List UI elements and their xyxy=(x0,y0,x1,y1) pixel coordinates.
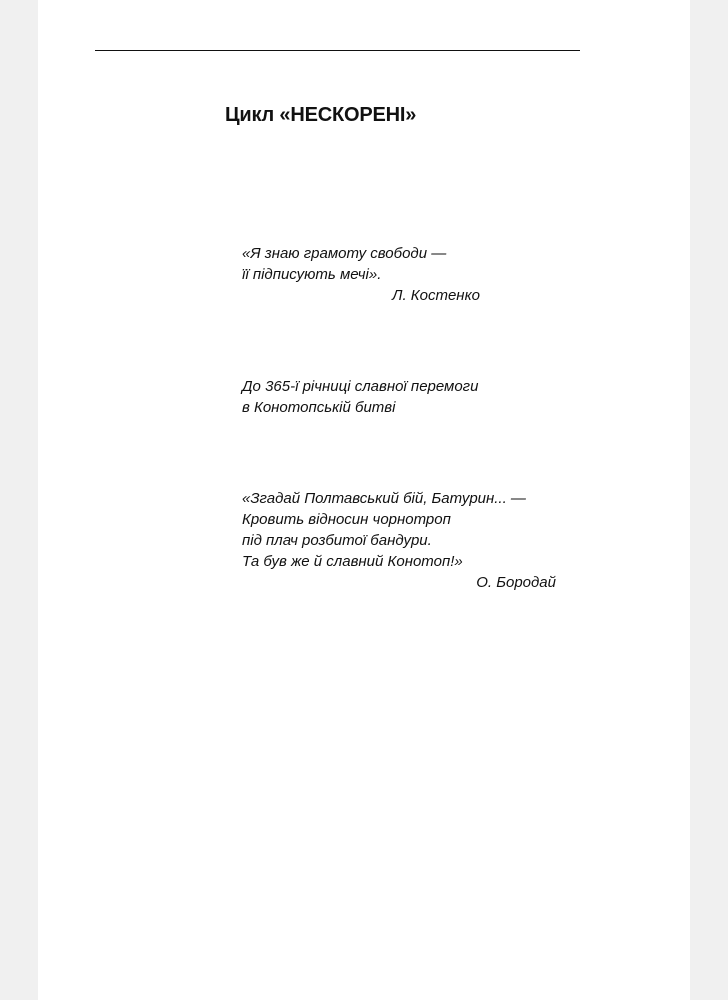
epigraph-line: «Згадай Полтавський бій, Батурин... — xyxy=(242,490,526,507)
epigraph-borodai xyxy=(242,488,556,593)
book-page xyxy=(38,0,690,1000)
header-rule xyxy=(95,50,580,51)
cycle-title: Цикл «НЕСКОРЕНІ» xyxy=(225,104,417,126)
epigraph-author: О. Бородай xyxy=(476,574,556,591)
epigraph-kostenko xyxy=(242,243,480,306)
dedication-line: в Конотопській битві xyxy=(242,399,396,416)
epigraph-line: Та був же й славний Конотоп!» xyxy=(242,553,463,570)
epigraph-author: Л. Костенко xyxy=(392,287,480,304)
epigraph-line: Кровить відносин чорнотроп xyxy=(242,511,451,528)
dedication xyxy=(242,376,542,418)
epigraph-line: під плач розбитої бандури. xyxy=(242,532,432,549)
epigraph-line: «Я знаю грамоту свободи — xyxy=(242,245,447,262)
epigraph-line: її підписують мечі». xyxy=(242,266,382,283)
dedication-line: До 365-ї річниці славної перемоги xyxy=(242,378,479,395)
